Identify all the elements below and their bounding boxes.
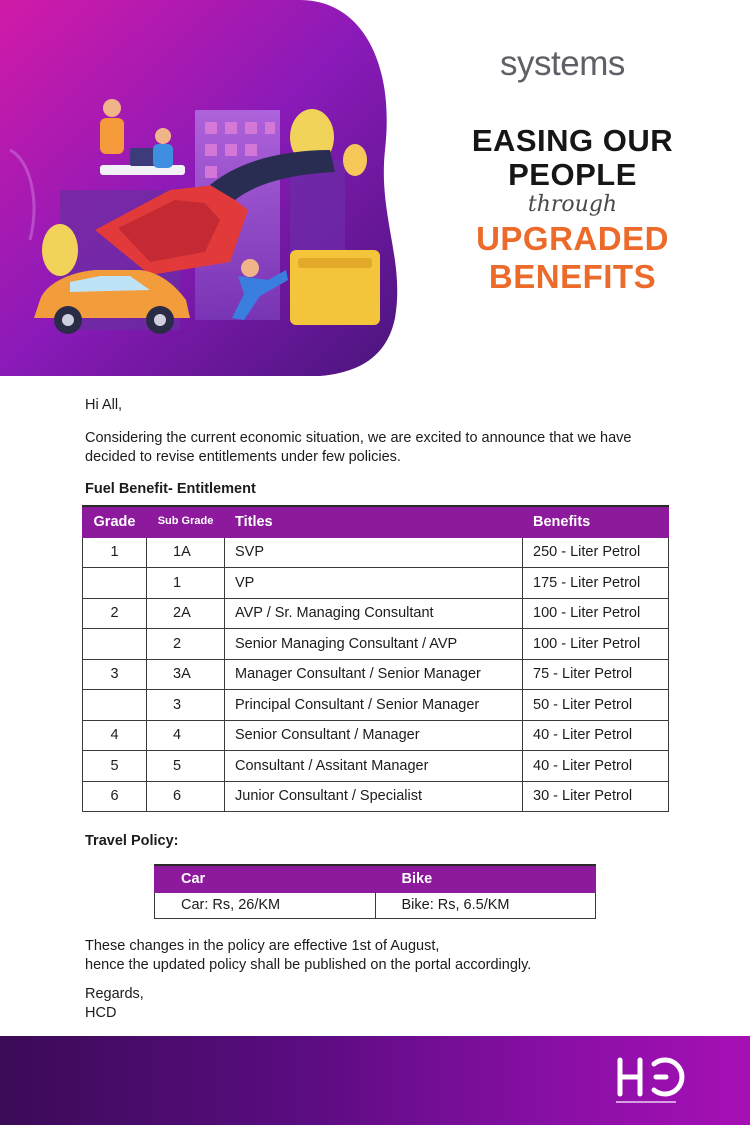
header-sub-grade: Sub Grade <box>147 506 225 537</box>
cell-title: VP <box>225 568 523 599</box>
signature: HCD <box>85 1005 117 1021</box>
cell-benefit: 100 - Liter Petrol <box>523 629 669 660</box>
regards: Regards, <box>85 986 144 1002</box>
header-car: Car <box>155 865 376 892</box>
cell-title: AVP / Sr. Managing Consultant <box>225 598 523 629</box>
closing-line-2: hence the updated policy shall be published on the portal accordingly. <box>85 957 532 973</box>
cell-title: Junior Consultant / Specialist <box>225 781 523 812</box>
cell-title: Principal Consultant / Senior Manager <box>225 690 523 721</box>
cell-grade <box>83 629 147 660</box>
cell-title: Senior Consultant / Manager <box>225 720 523 751</box>
table-row <box>83 598 669 629</box>
headline-line-2: PEOPLE <box>508 157 637 192</box>
cell-sub-grade: 4 <box>147 720 225 751</box>
sign-off <box>85 985 144 1023</box>
table-row <box>83 537 669 568</box>
intro-paragraph: Considering the current economic situation, we are excited to announce that we have decided to revise entitlements under few policies. <box>85 430 632 465</box>
header-bike: Bike <box>375 865 596 892</box>
cell-sub-grade: 3 <box>147 690 225 721</box>
footer-band <box>0 1036 750 1125</box>
greeting: Hi All, <box>85 397 123 413</box>
cell-title: Consultant / Assitant Manager <box>225 751 523 782</box>
table-row <box>155 892 596 918</box>
brand-name: systems <box>500 44 625 83</box>
table-header-row <box>83 506 669 537</box>
table-row <box>83 720 669 751</box>
cell-grade: 1 <box>83 537 147 568</box>
header-grade: Grade <box>83 506 147 537</box>
cell-grade: 2 <box>83 598 147 629</box>
headline-line-1: EASING OUR <box>471 123 674 158</box>
closing-line-1: These changes in the policy are effective 1st of August, <box>85 938 440 954</box>
cell-grade: 5 <box>83 751 147 782</box>
cell-sub-grade: 1A <box>147 537 225 568</box>
travel-policy-table <box>154 864 596 919</box>
cell-benefit: 175 - Liter Petrol <box>523 568 669 599</box>
table-row <box>83 568 669 599</box>
cell-benefit: 40 - Liter Petrol <box>523 720 669 751</box>
cell-car-rate: Car: Rs, 26/KM <box>155 892 376 918</box>
table-row <box>83 659 669 690</box>
headline <box>430 124 715 296</box>
cell-benefit: 40 - Liter Petrol <box>523 751 669 782</box>
travel-section-title: Travel Policy: <box>85 833 179 849</box>
cell-grade: 4 <box>83 720 147 751</box>
cell-sub-grade: 2 <box>147 629 225 660</box>
cell-benefit: 75 - Liter Petrol <box>523 659 669 690</box>
cell-benefit: 100 - Liter Petrol <box>523 598 669 629</box>
cell-sub-grade: 5 <box>147 751 225 782</box>
headline-line-3: UPGRADED <box>476 220 669 257</box>
cell-bike-rate: Bike: Rs, 6.5/KM <box>375 892 596 918</box>
cell-title: Senior Managing Consultant / AVP <box>225 629 523 660</box>
cell-grade: 6 <box>83 781 147 812</box>
cell-sub-grade: 2A <box>147 598 225 629</box>
header-titles: Titles <box>225 506 523 537</box>
fuel-benefit-table <box>82 505 669 812</box>
cell-sub-grade: 3A <box>147 659 225 690</box>
headline-connector: through <box>527 192 618 217</box>
closing-paragraph <box>85 937 665 975</box>
fuel-section-title: Fuel Benefit- Entitlement <box>85 481 256 497</box>
cell-title: Manager Consultant / Senior Manager <box>225 659 523 690</box>
cell-benefit: 30 - Liter Petrol <box>523 781 669 812</box>
cell-title: SVP <box>225 537 523 568</box>
cell-benefit: 250 - Liter Petrol <box>523 537 669 568</box>
cell-sub-grade: 1 <box>147 568 225 599</box>
headline-line-4: BENEFITS <box>488 258 657 295</box>
table-row <box>83 629 669 660</box>
table-row <box>83 781 669 812</box>
table-row <box>83 751 669 782</box>
cell-grade <box>83 568 147 599</box>
cell-grade: 3 <box>83 659 147 690</box>
hero-fuel-illustration <box>0 0 420 378</box>
table-row <box>83 690 669 721</box>
cell-benefit: 50 - Liter Petrol <box>523 690 669 721</box>
header-benefits: Benefits <box>523 506 669 537</box>
cell-sub-grade: 6 <box>147 781 225 812</box>
hcd-logo-icon <box>606 1050 686 1110</box>
cell-grade <box>83 690 147 721</box>
table-header-row <box>155 865 596 892</box>
